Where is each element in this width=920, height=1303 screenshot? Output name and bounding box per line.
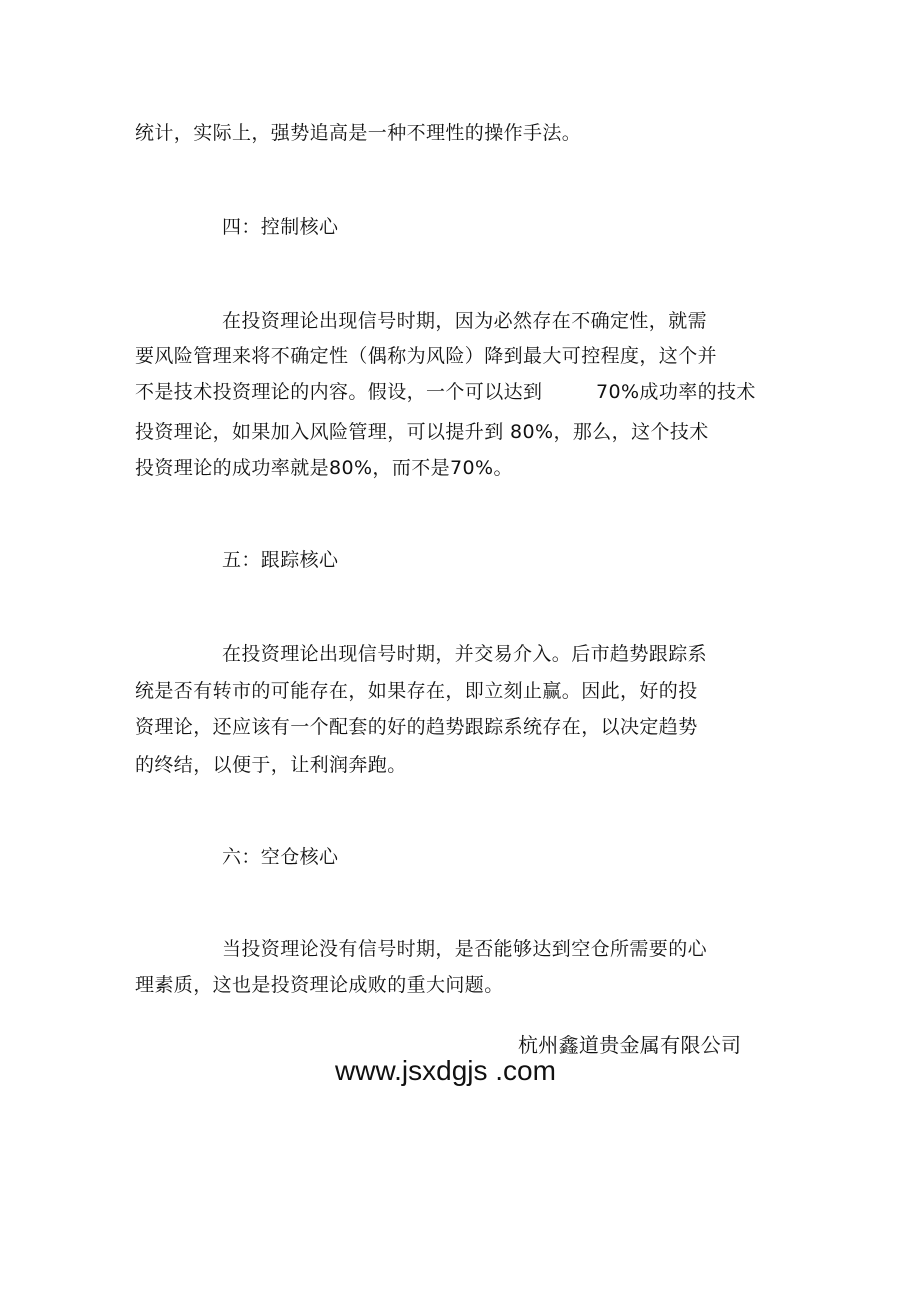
paragraph-line: 统计，实际上，强势追高是一种不理性的操作手法。 (135, 122, 582, 144)
paragraph-line: 投资理论的成功率就是80%，而不是70%。 (135, 457, 513, 479)
paragraph-line: 理素质，这也是投资理论成败的重大问题。 (135, 974, 504, 996)
section-heading-tracking-core: 五：跟踪核心 (222, 549, 339, 571)
section-heading-control-core: 四：控制核心 (222, 216, 339, 238)
paragraph-line: 在投资理论出现信号时期，因为必然存在不确定性，就需 (222, 310, 708, 332)
section-heading-flat-position-core: 六：空仓核心 (222, 846, 339, 868)
paragraph-line: 投资理论，如果加入风险管理，可以提升到 80%，那么，这个技术 (135, 421, 709, 443)
paragraph-line: 70%成功率的技术 (596, 381, 756, 403)
paragraph-line: 当投资理论没有信号时期，是否能够达到空仓所需要的心 (222, 938, 708, 960)
paragraph-line: 资理论，还应该有一个配套的好的趋势跟踪系统存在，以决定趋势 (135, 716, 698, 738)
paragraph-line: 的终结，以便于，让利润奔跑。 (135, 754, 407, 776)
paragraph-line: 统是否有转市的可能存在，如果存在，即立刻止赢。因此，好的投 (135, 680, 698, 702)
website-url: www.jsxdgjs .com (335, 1055, 556, 1086)
paragraph-line: 要风险管理来将不确定性（偶称为风险）降到最大可控程度，这个并 (135, 345, 718, 367)
paragraph-line: 不是技术投资理论的内容。假设，一个可以达到 (135, 381, 543, 403)
paragraph-line: 在投资理论出现信号时期，并交易介入。后市趋势跟踪系 (222, 643, 708, 665)
company-name: 杭州鑫道贵金属有限公司 (518, 1033, 742, 1057)
